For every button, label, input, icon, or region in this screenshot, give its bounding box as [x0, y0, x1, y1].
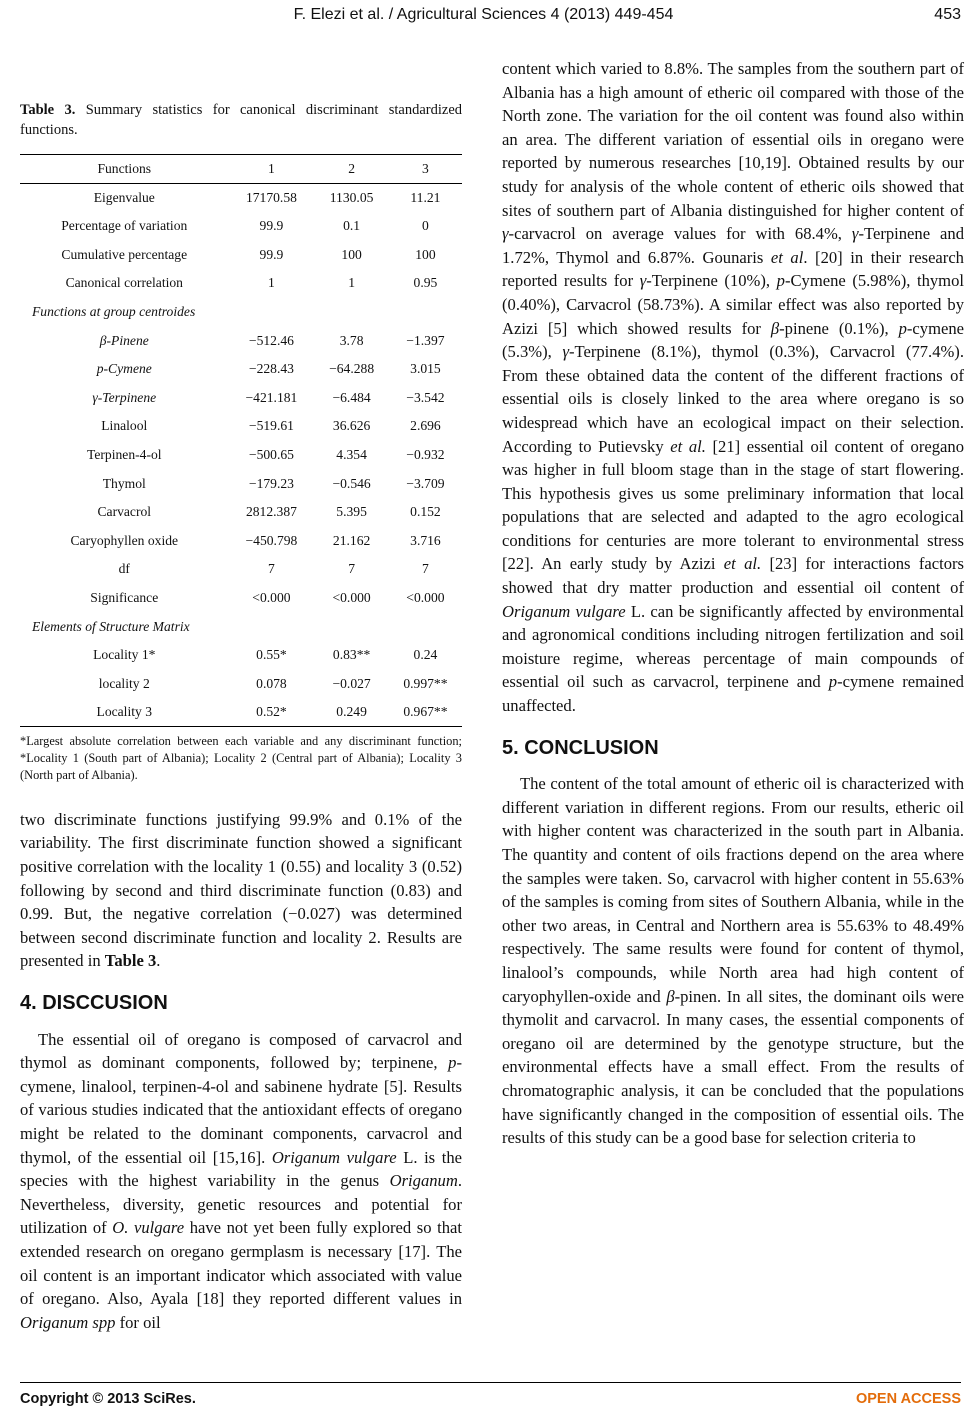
table-cell: <0.000: [252, 589, 291, 605]
text-run: [21] essential oil content of oregano was higher in full bloom stage than in the stage of start flowering. This hypothesis gives us some preliminary information that local populations that are selected and adapted to the agro ecological conditions for centuries are more tolerant to environmental stress [22]. An early study by Azizi: [502, 436, 964, 574]
table-cell: 1: [348, 275, 355, 291]
table-row: [20, 469, 462, 498]
text-run: γ: [639, 271, 647, 291]
table-cell: 100: [341, 246, 362, 262]
left-column: [20, 100, 462, 1334]
table-row: [20, 555, 462, 584]
row-label: Caryophyllen oxide: [70, 532, 179, 548]
table-row: [20, 326, 462, 355]
table-cell: 0.967**: [403, 704, 448, 720]
table-cell: −512.46: [248, 332, 294, 348]
table-cell: 1130.05: [329, 189, 374, 205]
row-label: locality 2: [98, 675, 150, 691]
table-caption: [20, 100, 462, 140]
column-header: Functions: [20, 155, 229, 184]
column-header: 2: [314, 155, 389, 184]
text-run: -Terpinene (10%),: [646, 271, 777, 291]
table-section-row: [20, 297, 462, 326]
row-label: Canonical correlation: [65, 275, 183, 291]
section-heading: 4. DISCCUSION: [20, 992, 168, 1015]
paragraph: [502, 772, 964, 1150]
table-row: [20, 583, 462, 612]
row-label: Eigenvalue: [93, 189, 155, 205]
text-run: L. can be significantly affected by environmental and agronomical conditions including nitrogen fertilization and soil moisture regime, whereas percentage of main compounds of essential oil such as carvacrol, terpinene and: [502, 601, 964, 692]
row-label: Carvacrol: [97, 504, 152, 520]
table-cell: −1.397: [406, 332, 445, 348]
table-cell: 2812.387: [245, 504, 297, 520]
table-row: [20, 440, 462, 469]
row-label: Cumulative percentage: [61, 246, 188, 262]
text-run: p: [828, 672, 838, 692]
text-run: [23] for interactions factors showed that dry matter production and essential oil content of: [502, 554, 964, 598]
text-run: Origanum: [389, 1171, 458, 1191]
table-cell: 3.716: [410, 532, 441, 548]
text-run: γ: [851, 224, 859, 244]
table-cell: −228.43: [248, 361, 294, 377]
text-run: The essential oil of oregano is composed of carvacrol and thymol as dominant components, followed by; terpinene,: [20, 1029, 462, 1073]
text-run: -carvacrol on average values for with 68.4%,: [508, 224, 852, 244]
text-run: L. is the species with the highest variability in the genus: [20, 1147, 462, 1191]
table-cell: −0.027: [332, 675, 371, 691]
table-cell: 11.21: [410, 189, 441, 205]
table-row: [20, 212, 462, 241]
text-run: .: [156, 951, 161, 971]
table-cell: −179.23: [248, 475, 294, 491]
section-heading: 5. CONCLUSION: [502, 736, 659, 759]
right-body-text: [502, 57, 964, 1150]
table-cell: 0.078: [256, 675, 287, 691]
row-label: β-Pinene: [99, 332, 149, 348]
table-cell: 7: [348, 561, 355, 577]
row-label: Locality 3: [96, 704, 153, 720]
table-cell: −6.484: [332, 389, 371, 405]
text-run: -cymene (5.3%),: [502, 318, 964, 362]
table-cell: −421.181: [245, 389, 298, 405]
text-run: β: [770, 318, 780, 338]
text-run: γ: [562, 342, 569, 362]
table-cell: −0.546: [332, 475, 371, 491]
text-run: -pinen. In all sites, the dominant oils were thymolit and carvacrol. In many cases, the essential components of oregano oil are determined by the genotype structure, but the environmental effects have a small effect. From the results of chromatographic analysis, it can be concluded that the populations have significantly changed in the composition of essential oils. The results of this study can be a good base for selection criteria to: [502, 986, 964, 1148]
table-cell: 3.015: [410, 361, 441, 377]
text-run: p: [448, 1053, 457, 1073]
text-run: Origanum vulgare: [502, 601, 626, 621]
table-cell: −0.932: [406, 446, 445, 462]
table-row: [20, 269, 462, 298]
table-cell: 2.696: [410, 418, 441, 434]
footer-rule: [20, 1382, 961, 1383]
text-run: et al.: [670, 436, 706, 456]
table-row: [20, 240, 462, 269]
text-run: -Terpinene (8.1%), thymol (0.3%), Carvacrol (77.4%). From these obtained data the content of the different fractions of essential oils is closely linked to the area where oregano is so widespread which have an ecological impact on their selection. According to Putievsky: [502, 342, 964, 456]
table-cell: −3.709: [406, 475, 445, 491]
table-cell: 36.626: [332, 418, 371, 434]
table-cell: −3.542: [406, 389, 445, 405]
table-cell: 0.24: [413, 647, 438, 663]
table-row: [20, 498, 462, 527]
table-cell: 99.9: [259, 218, 284, 234]
table-cell: 0.55*: [256, 647, 287, 663]
text-run: p: [776, 271, 785, 291]
table-label: Table 3.: [20, 102, 76, 118]
text-run: two discriminate functions justifying 99.9% and 0.1% of the variability. The first discriminate function showed a significant positive correlation with the locality 1 (0.55) and locality 3 (0.52) following by second and third discriminate function (0.83) and 0.99. But, the negative correlation (−0.027) was determined between second discriminate function and locality 2. Results are presented in: [20, 809, 462, 971]
text-run: -cymene remained unaffected.: [502, 672, 964, 716]
open-access-label: OPEN ACCESS: [855, 1391, 961, 1407]
paragraph: [20, 808, 462, 973]
text-run: content which varied to 8.8%. The samples from the southern part of Albania has a high amount of etheric oil compared with those of the North zone. The variation for the oil content was found also within an area. The different variation of essential oils in oregano were reported by numerous researches [10,19]. Obtained results by our study for analysis of the whole content of etheric oils showed that sites of southern part of Albania distinguished for higher content of: [502, 59, 964, 220]
row-label: γ-Terpinene: [92, 389, 157, 405]
table-cell: 4.354: [336, 446, 367, 462]
table-cell: 99.9: [259, 246, 284, 262]
text-run: -Terpinene and 1.72%, Thymol and 6.87%. Gounaris: [502, 224, 964, 267]
column-header: 1: [229, 155, 315, 184]
table-footnote: *Largest absolute correlation between each variable and any discriminant function; *Locality 1 (South part of Albania); Locality 2 (Central part of Albania); Locality 3 (North part of Albania).: [20, 733, 462, 782]
text-run: Origanum vulgare: [271, 1147, 397, 1167]
table-row: [20, 383, 462, 412]
text-run: et al: [770, 247, 804, 267]
table-row: [20, 669, 462, 698]
table-cell: 21.162: [332, 532, 371, 548]
text-run: et al.: [723, 554, 762, 574]
text-run: . Nevertheless, diversity, genetic resources and potential for utilization of: [20, 1171, 462, 1238]
table-cell: −450.798: [245, 532, 298, 548]
page-number: 453: [934, 6, 961, 23]
table-cell: <0.000: [332, 589, 371, 605]
table-cell: 100: [415, 246, 436, 262]
table-cell: 17170.58: [245, 189, 297, 205]
copyright: Copyright © 2013 SciRes.: [20, 1391, 196, 1407]
text-run: -Cymene (5.98%), thymol (0.40%), Carvacrol (58.73%). A similar effect was also reported by Azizi [5] which showed results for: [502, 271, 964, 338]
table-row: [20, 183, 462, 212]
table-section-row: [20, 612, 462, 641]
table-cell: 5.395: [336, 504, 367, 520]
table-cell: 0.83**: [332, 647, 371, 663]
running-header: F. Elezi et al. / Agricultural Sciences 4 (2013) 449-454: [293, 6, 674, 23]
table-row: [20, 641, 462, 670]
paragraph: [502, 57, 964, 718]
right-column: [502, 57, 964, 1150]
column-header: 3: [389, 155, 462, 184]
table-cell: −64.288: [329, 361, 375, 377]
text-run: . [20] in their research reported results for: [502, 247, 964, 291]
table-cell: 0.249: [336, 704, 367, 720]
left-body-text: [20, 808, 462, 1334]
table-cell: 0: [422, 218, 429, 234]
table-cell: 0.95: [413, 275, 438, 291]
table-cell: 3.78: [339, 332, 364, 348]
row-label: Significance: [90, 589, 159, 605]
row-label: Percentage of variation: [61, 218, 188, 234]
table-cell: 0.997**: [403, 675, 448, 691]
paragraph: [20, 1028, 462, 1335]
table-row: [20, 698, 462, 727]
text-run: O. vulgare: [112, 1218, 185, 1238]
row-label: Locality 1*: [93, 647, 156, 663]
text-run: have not yet been fully explored so that extended research on oregano germplasm is necessary [17]. The oil content is an important indicator which associated with value of oregano. Also, Ayala [18] they reported different values in: [20, 1218, 463, 1309]
table-cell: 7: [422, 561, 429, 577]
table-cell: −519.61: [248, 418, 294, 434]
row-label: Linalool: [101, 418, 148, 434]
table-cell: <0.000: [406, 589, 445, 605]
row-label: Thymol: [102, 475, 146, 491]
summary-table: [20, 154, 462, 727]
table-row: [20, 412, 462, 441]
section-label: Elements of Structure Matrix: [32, 618, 190, 634]
table-cell: 0.52*: [256, 704, 287, 720]
text-run: p: [898, 318, 907, 338]
table-cell: 1: [268, 275, 275, 291]
row-label: p-Cymene: [96, 361, 152, 377]
text-run: The content of the total amount of etheric oil is characterized with different variation in different regions. From our results, etheric oil with higher content was characterized in the south part in Albania. The quantity and content of oils fractions depend on the area where the samples were taken. So, carvacrol with higher content in 55.63% of the samples is coming from sites of Southern Albania, while in the other two areas, in Central and Northern area is 55.63% to 48.49% respectively. The same results were found for content of thymol, linalool’s compounds, while North area had high content of caryophyllen-oxide and: [502, 774, 964, 1006]
text-run: Table 3: [104, 951, 157, 971]
section-label: Functions at group centroides: [32, 303, 196, 319]
table-row: [20, 526, 462, 555]
text-run: for oil: [115, 1312, 161, 1332]
table-header-row: [20, 155, 462, 184]
text-run: γ: [502, 224, 509, 244]
row-label: df: [118, 561, 130, 577]
text-run: -pinene (0.1%),: [779, 318, 899, 338]
table-row: [20, 355, 462, 384]
table-caption-text: Summary statistics for canonical discriminant standardized functions.: [20, 102, 463, 138]
row-label: Terpinen-4-ol: [87, 446, 162, 462]
table-cell: −500.65: [248, 446, 294, 462]
table-cell: 7: [268, 561, 275, 577]
text-run: β: [666, 986, 675, 1006]
table-cell: 0.1: [343, 218, 361, 234]
text-run: Origanum spp: [20, 1312, 116, 1332]
table-cell: 0.152: [410, 504, 441, 520]
text-run: -cymene, linalool, terpinen-4-ol and sabinene hydrate [5]. Results of various studies indicated that the antioxidant effects of oregano might be related to the dominant components, carvacrol and thymol, of the essential oil [15,16].: [20, 1053, 462, 1167]
